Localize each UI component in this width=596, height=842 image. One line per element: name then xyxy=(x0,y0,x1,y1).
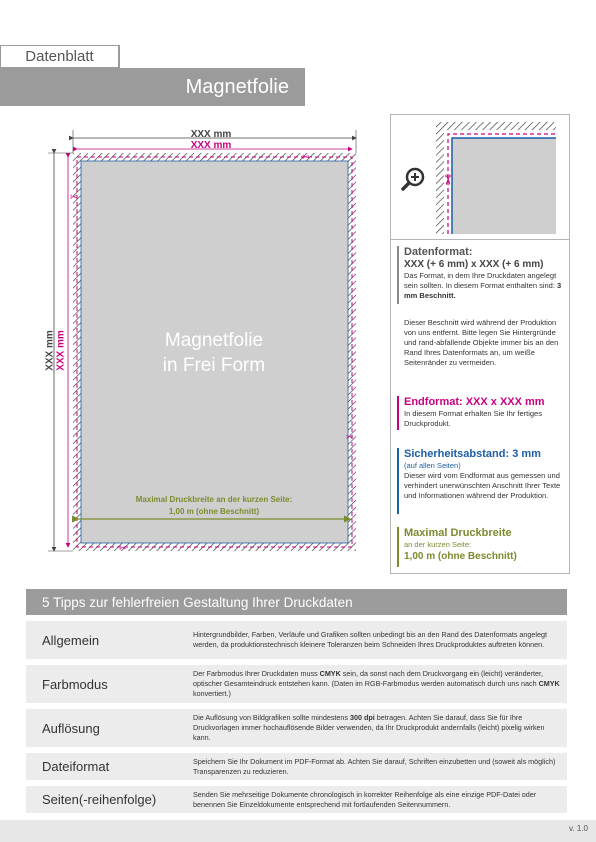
tip-row-color-mode xyxy=(26,665,567,703)
end-height-dimension-label: XXX mm xyxy=(55,330,67,371)
tip-label: Farbmodus xyxy=(42,676,108,692)
safety-title: Sicherheitsabstand: 3 mm xyxy=(404,448,541,460)
maxwidth-line2: 1,00 m (ohne Beschnitt) xyxy=(168,507,260,516)
tip-text: Der Farbmodus Ihrer Druckdaten muss CMYK sein, da sonst nach dem Druckvorgang ein (leicht) veränderter, optischer Gesamteindruck entstehen kann. (Daten im RGB-Farbmodus werden automatisch durch uns nach CMYK konvertiert.) xyxy=(193,669,560,698)
tip-label: Auflösung xyxy=(42,720,100,736)
safety-bar xyxy=(397,448,399,514)
footer-band xyxy=(0,820,596,842)
maxwidth-line1: Maximal Druckbreite an der kurzen Seite: xyxy=(135,495,293,504)
safety-block xyxy=(404,448,564,501)
end-width-dimension-label: XXX mm xyxy=(190,140,232,151)
tip-text: Senden Sie mehrseitige Dokumente chronologisch in korrekter Reihenfolge als eine einzige PDF-Datei oder benennen Sie Einzeldokumente entsprechend mit fortlaufenden Seitennummern. xyxy=(193,789,537,809)
page-title: Magnetfolie xyxy=(185,75,289,98)
tip-row-resolution xyxy=(26,709,567,747)
tip-row-general xyxy=(26,621,567,659)
tip-text: Hintergrundbilder, Farben, Verläufe und Grafiken sollten unbedingt bis an den Rand des Datenformats angelegt werden, da produktionstechnisch kleinere Toleranzen beim Schneiden Ihres Druckproduktes auftreten können. xyxy=(193,630,548,649)
maxwidth-title: Maximal Druckbreite xyxy=(404,527,512,539)
tip-row-file-format xyxy=(26,753,567,780)
data-format-size: XXX (+ 6 mm) x XXX (+ 6 mm) xyxy=(404,259,544,270)
maxwidth-block xyxy=(404,527,564,563)
divider xyxy=(391,239,569,240)
data-format-title: Datenformat: xyxy=(404,246,473,258)
datasheet-tab: Datenblatt xyxy=(1,46,118,67)
safety-text: Dieser wird vom Endformat aus gemessen und verhindert unerwünschten Anschnitt Ihrer Texte und Informationen während der Produktion. xyxy=(404,471,561,500)
format-bar xyxy=(397,246,399,304)
end-format-title: Endformat: XXX x XXX mm xyxy=(404,396,545,408)
scissors-icon: ✂ xyxy=(302,153,310,163)
maxwidth-value: 1,00 m (ohne Beschnitt) xyxy=(404,551,517,562)
safety-subtitle: (auf allen Seiten) xyxy=(404,461,461,470)
tip-row-page-order xyxy=(26,786,567,813)
format-drawing xyxy=(0,0,380,580)
version-label: v. 1.0 xyxy=(569,824,588,833)
data-format-block xyxy=(404,246,564,301)
scissors-icon: ✂ xyxy=(70,193,78,203)
tip-label: Seiten(-reihenfolge) xyxy=(42,792,157,807)
cut-text: Dieser Beschnitt wird während der Produktion von uns entfernt. Bitte legen Sie Hintergründe und rand-abfallende Objekte immer bis an den Rand Ihres Datenformats an, um weiße Seitenränder zu vermeiden. xyxy=(404,318,559,367)
product-line2: in Frei Form xyxy=(162,355,266,376)
end-format-block xyxy=(404,396,564,429)
product-label xyxy=(80,328,348,378)
tip-label: Allgemein xyxy=(42,632,100,648)
maxwidth-label xyxy=(80,494,348,518)
scissors-icon: ✂ xyxy=(439,174,455,186)
corner-detail xyxy=(391,115,569,239)
product-line1: Magnetfolie xyxy=(164,330,264,351)
scissors-icon: ✂ xyxy=(119,544,127,554)
scissors-icon: ✂ xyxy=(346,433,354,443)
height-dimension-label: XXX mm xyxy=(44,330,56,371)
width-dimension-label: XXX mm xyxy=(190,129,232,140)
tip-label: Dateiformat xyxy=(42,759,110,774)
maxwidth-subtitle: an der kurzen Seite: xyxy=(404,540,472,549)
maxwidth-bar xyxy=(397,527,399,567)
tip-text: Die Auflösung von Bildgrafiken sollte mindestens 300 dpi betragen. Achten Sie darauf, dass Sie für Ihre Druckvorlagen immer hochauflösende Bilder verwenden, da Ihr Druckprodukt andernfalls (leicht) pixelig wirken kann. xyxy=(193,713,545,742)
end-format-text: In diesem Format erhalten Sie Ihr fertiges Druckprodukt. xyxy=(404,409,542,428)
end-format-bar xyxy=(397,396,399,430)
tip-text: Speichern Sie Ihr Dokument im PDF-Format ab. Achten Sie darauf, Schriften einzubetten und (soweit als möglich) Transparenzen zu reduzieren. xyxy=(193,756,556,776)
tips-heading: 5 Tipps zur fehlerfreien Gestaltung Ihrer Druckdaten xyxy=(26,589,567,615)
data-format-text: Das Format, in dem Ihre Druckdaten angelegt sein sollten. In diesem Format enthalten sind: 3 mm Beschnitt. xyxy=(404,271,562,300)
